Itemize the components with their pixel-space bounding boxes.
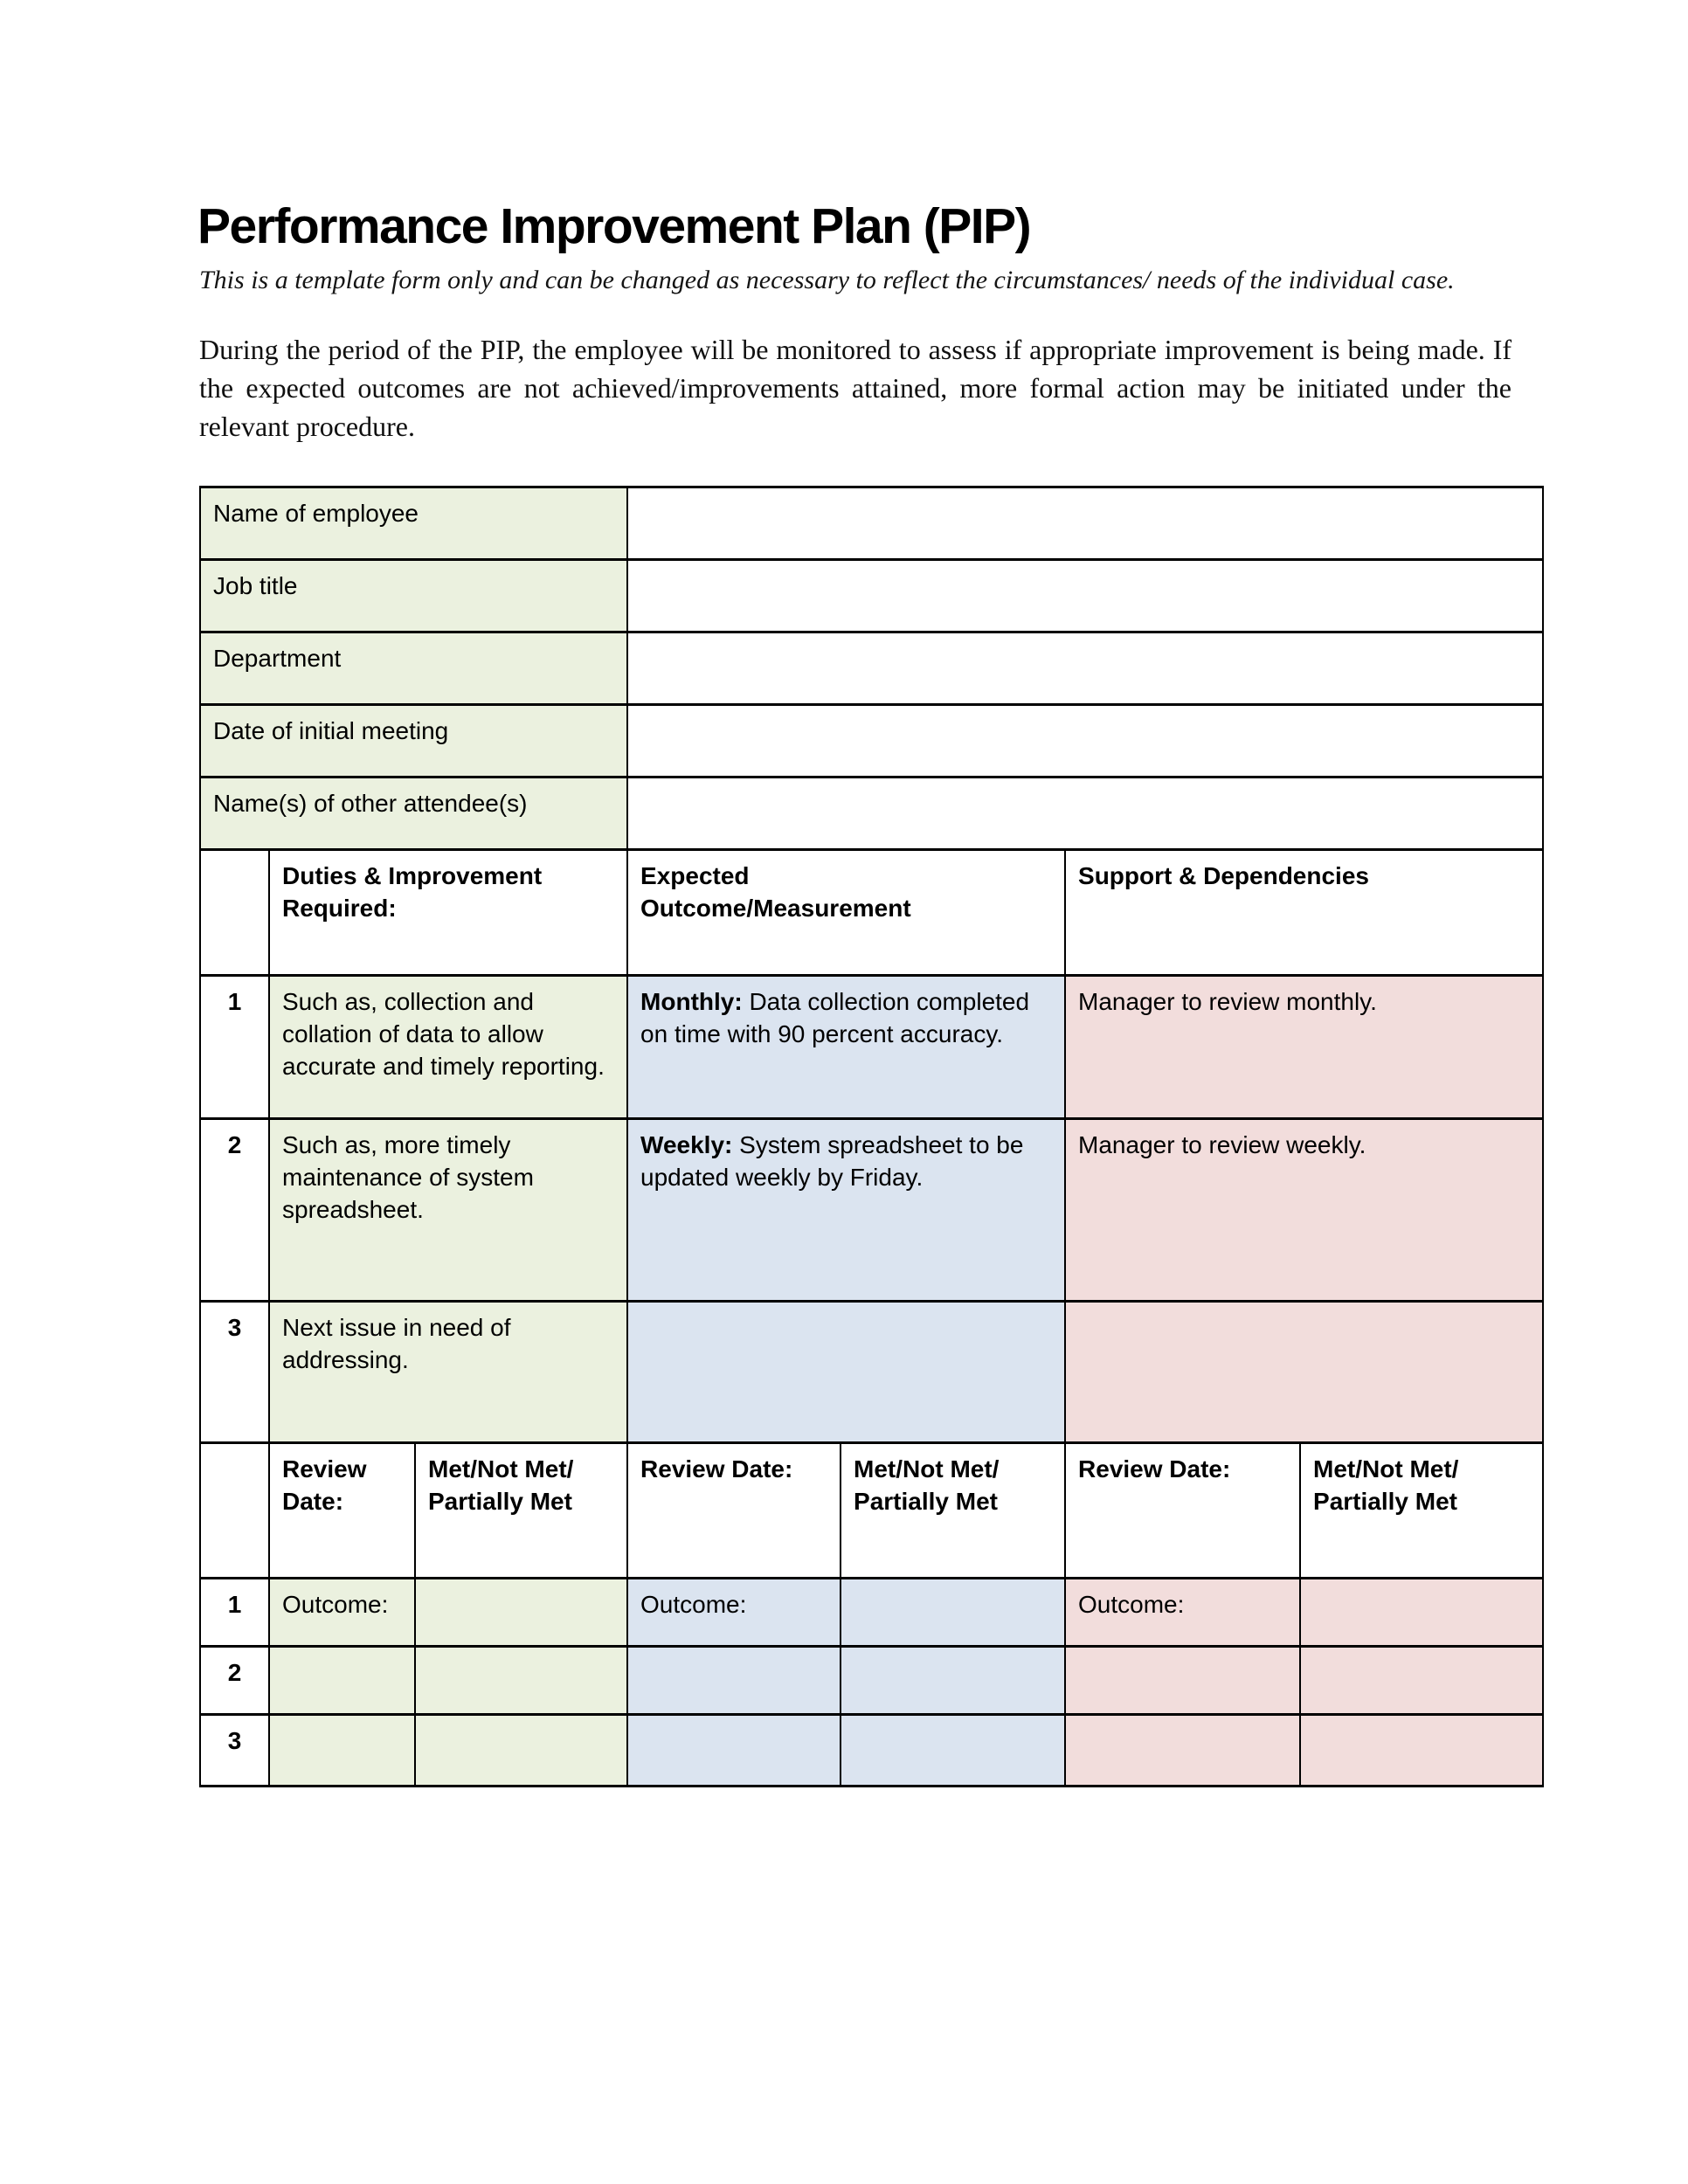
outcome-1-review-1-cell[interactable]: Outcome: (269, 1579, 415, 1647)
met-3-review-2-cell[interactable] (841, 1715, 1065, 1787)
initial-meeting-date-label: Date of initial meeting (200, 705, 627, 778)
outcome-2-review-1-cell[interactable] (269, 1647, 415, 1715)
duty-1-expected-text: Data collection completed on time with 90 percent accuracy. (640, 988, 1030, 1047)
employee-name-field[interactable] (627, 487, 1543, 560)
outcome-row-3-number: 3 (200, 1715, 269, 1787)
duty-2-expected-text: System spreadsheet to be updated weekly by Friday. (640, 1131, 1024, 1191)
review-date-header-3: Review Date: (1065, 1443, 1300, 1579)
duties-header-number-cell (200, 850, 269, 976)
expected-outcome-header (627, 850, 1065, 976)
info-row-job-title (200, 560, 1543, 632)
duty-2-description-cell[interactable]: Such as, more timely maintenance of system spreadsheet. (269, 1119, 627, 1302)
department-label: Department (200, 632, 627, 705)
duty-row-3 (200, 1302, 1543, 1443)
info-row-department (200, 632, 1543, 705)
duty-1-number: 1 (200, 976, 269, 1119)
pip-form-table (199, 486, 1544, 1787)
met-3-review-3-cell[interactable] (1300, 1715, 1543, 1787)
other-attendees-field[interactable] (627, 778, 1543, 850)
duty-1-support-cell[interactable]: Manager to review monthly. (1065, 976, 1543, 1119)
review-header-number-cell (200, 1443, 269, 1579)
duty-1-description-cell[interactable]: Such as, collection and collation of data to allow accurate and timely reporting. (269, 976, 627, 1119)
duty-2-expected-frequency: Weekly: (640, 1131, 733, 1158)
outcome-row-1 (200, 1579, 1543, 1647)
duty-2-number: 2 (200, 1119, 269, 1302)
employee-name-label: Name of employee (200, 487, 627, 560)
review-date-header-1: Review Date: (269, 1443, 415, 1579)
met-status-header-3: Met/Not Met/ Partially Met (1300, 1443, 1543, 1579)
met-1-review-2-cell[interactable] (841, 1579, 1065, 1647)
page-title: Performance Improvement Plan (PIP) (197, 198, 1031, 254)
outcome-2-review-2-cell[interactable] (627, 1647, 841, 1715)
duty-row-2 (200, 1119, 1543, 1302)
duty-2-support-cell[interactable]: Manager to review weekly. (1065, 1119, 1543, 1302)
met-1-review-3-cell[interactable] (1300, 1579, 1543, 1647)
support-dependencies-header: Support & Dependencies (1065, 850, 1543, 976)
met-2-review-3-cell[interactable] (1300, 1647, 1543, 1715)
met-3-review-1-cell[interactable] (415, 1715, 627, 1787)
intro-paragraph: During the period of the PIP, the employee will be monitored to assess if appropriate improvement is being made. If the expected outcomes are not achieved/improvements attained, more formal action may be initiated under the relevant procedure. (199, 334, 1512, 442)
outcome-row-2-number: 2 (200, 1647, 269, 1715)
review-date-header-2: Review Date: (627, 1443, 841, 1579)
expected-outcome-header-text: Expected Outcome/Measurement (640, 862, 911, 922)
duty-1-expected-frequency: Monthly: (640, 988, 743, 1015)
job-title-label: Job title (200, 560, 627, 632)
other-attendees-label: Name(s) of other attendee(s) (200, 778, 627, 850)
page-subtitle: This is a template form only and can be changed as necessary to reflect the circumstances/ needs of the individual case. (199, 266, 1455, 294)
info-row-employee-name (200, 487, 1543, 560)
outcome-1-review-3-cell[interactable]: Outcome: (1065, 1579, 1300, 1647)
outcome-2-review-3-cell[interactable] (1065, 1647, 1300, 1715)
duties-header-row (200, 850, 1543, 976)
duty-3-support-cell[interactable] (1065, 1302, 1543, 1443)
duty-3-expected-cell[interactable] (627, 1302, 1065, 1443)
met-2-review-2-cell[interactable] (841, 1647, 1065, 1715)
outcome-row-2 (200, 1647, 1543, 1715)
duty-2-expected-cell[interactable] (627, 1119, 1065, 1302)
duty-row-1 (200, 976, 1543, 1119)
outcome-3-review-3-cell[interactable] (1065, 1715, 1300, 1787)
met-2-review-1-cell[interactable] (415, 1647, 627, 1715)
met-1-review-1-cell[interactable] (415, 1579, 627, 1647)
outcome-row-3 (200, 1715, 1543, 1787)
department-field[interactable] (627, 632, 1543, 705)
outcome-3-review-1-cell[interactable] (269, 1715, 415, 1787)
duty-3-description-cell[interactable]: Next issue in need of addressing. (269, 1302, 627, 1443)
info-row-initial-meeting-date (200, 705, 1543, 778)
duty-3-number: 3 (200, 1302, 269, 1443)
outcome-3-review-2-cell[interactable] (627, 1715, 841, 1787)
job-title-field[interactable] (627, 560, 1543, 632)
met-status-header-1: Met/Not Met/ Partially Met (415, 1443, 627, 1579)
met-status-header-2: Met/Not Met/ Partially Met (841, 1443, 1065, 1579)
duty-1-expected-cell[interactable] (627, 976, 1065, 1119)
duties-header: Duties & Improvement Required: (269, 850, 627, 976)
info-row-other-attendees (200, 778, 1543, 850)
outcome-1-review-2-cell[interactable]: Outcome: (627, 1579, 841, 1647)
outcome-row-1-number: 1 (200, 1579, 269, 1647)
initial-meeting-date-field[interactable] (627, 705, 1543, 778)
review-header-row (200, 1443, 1543, 1579)
